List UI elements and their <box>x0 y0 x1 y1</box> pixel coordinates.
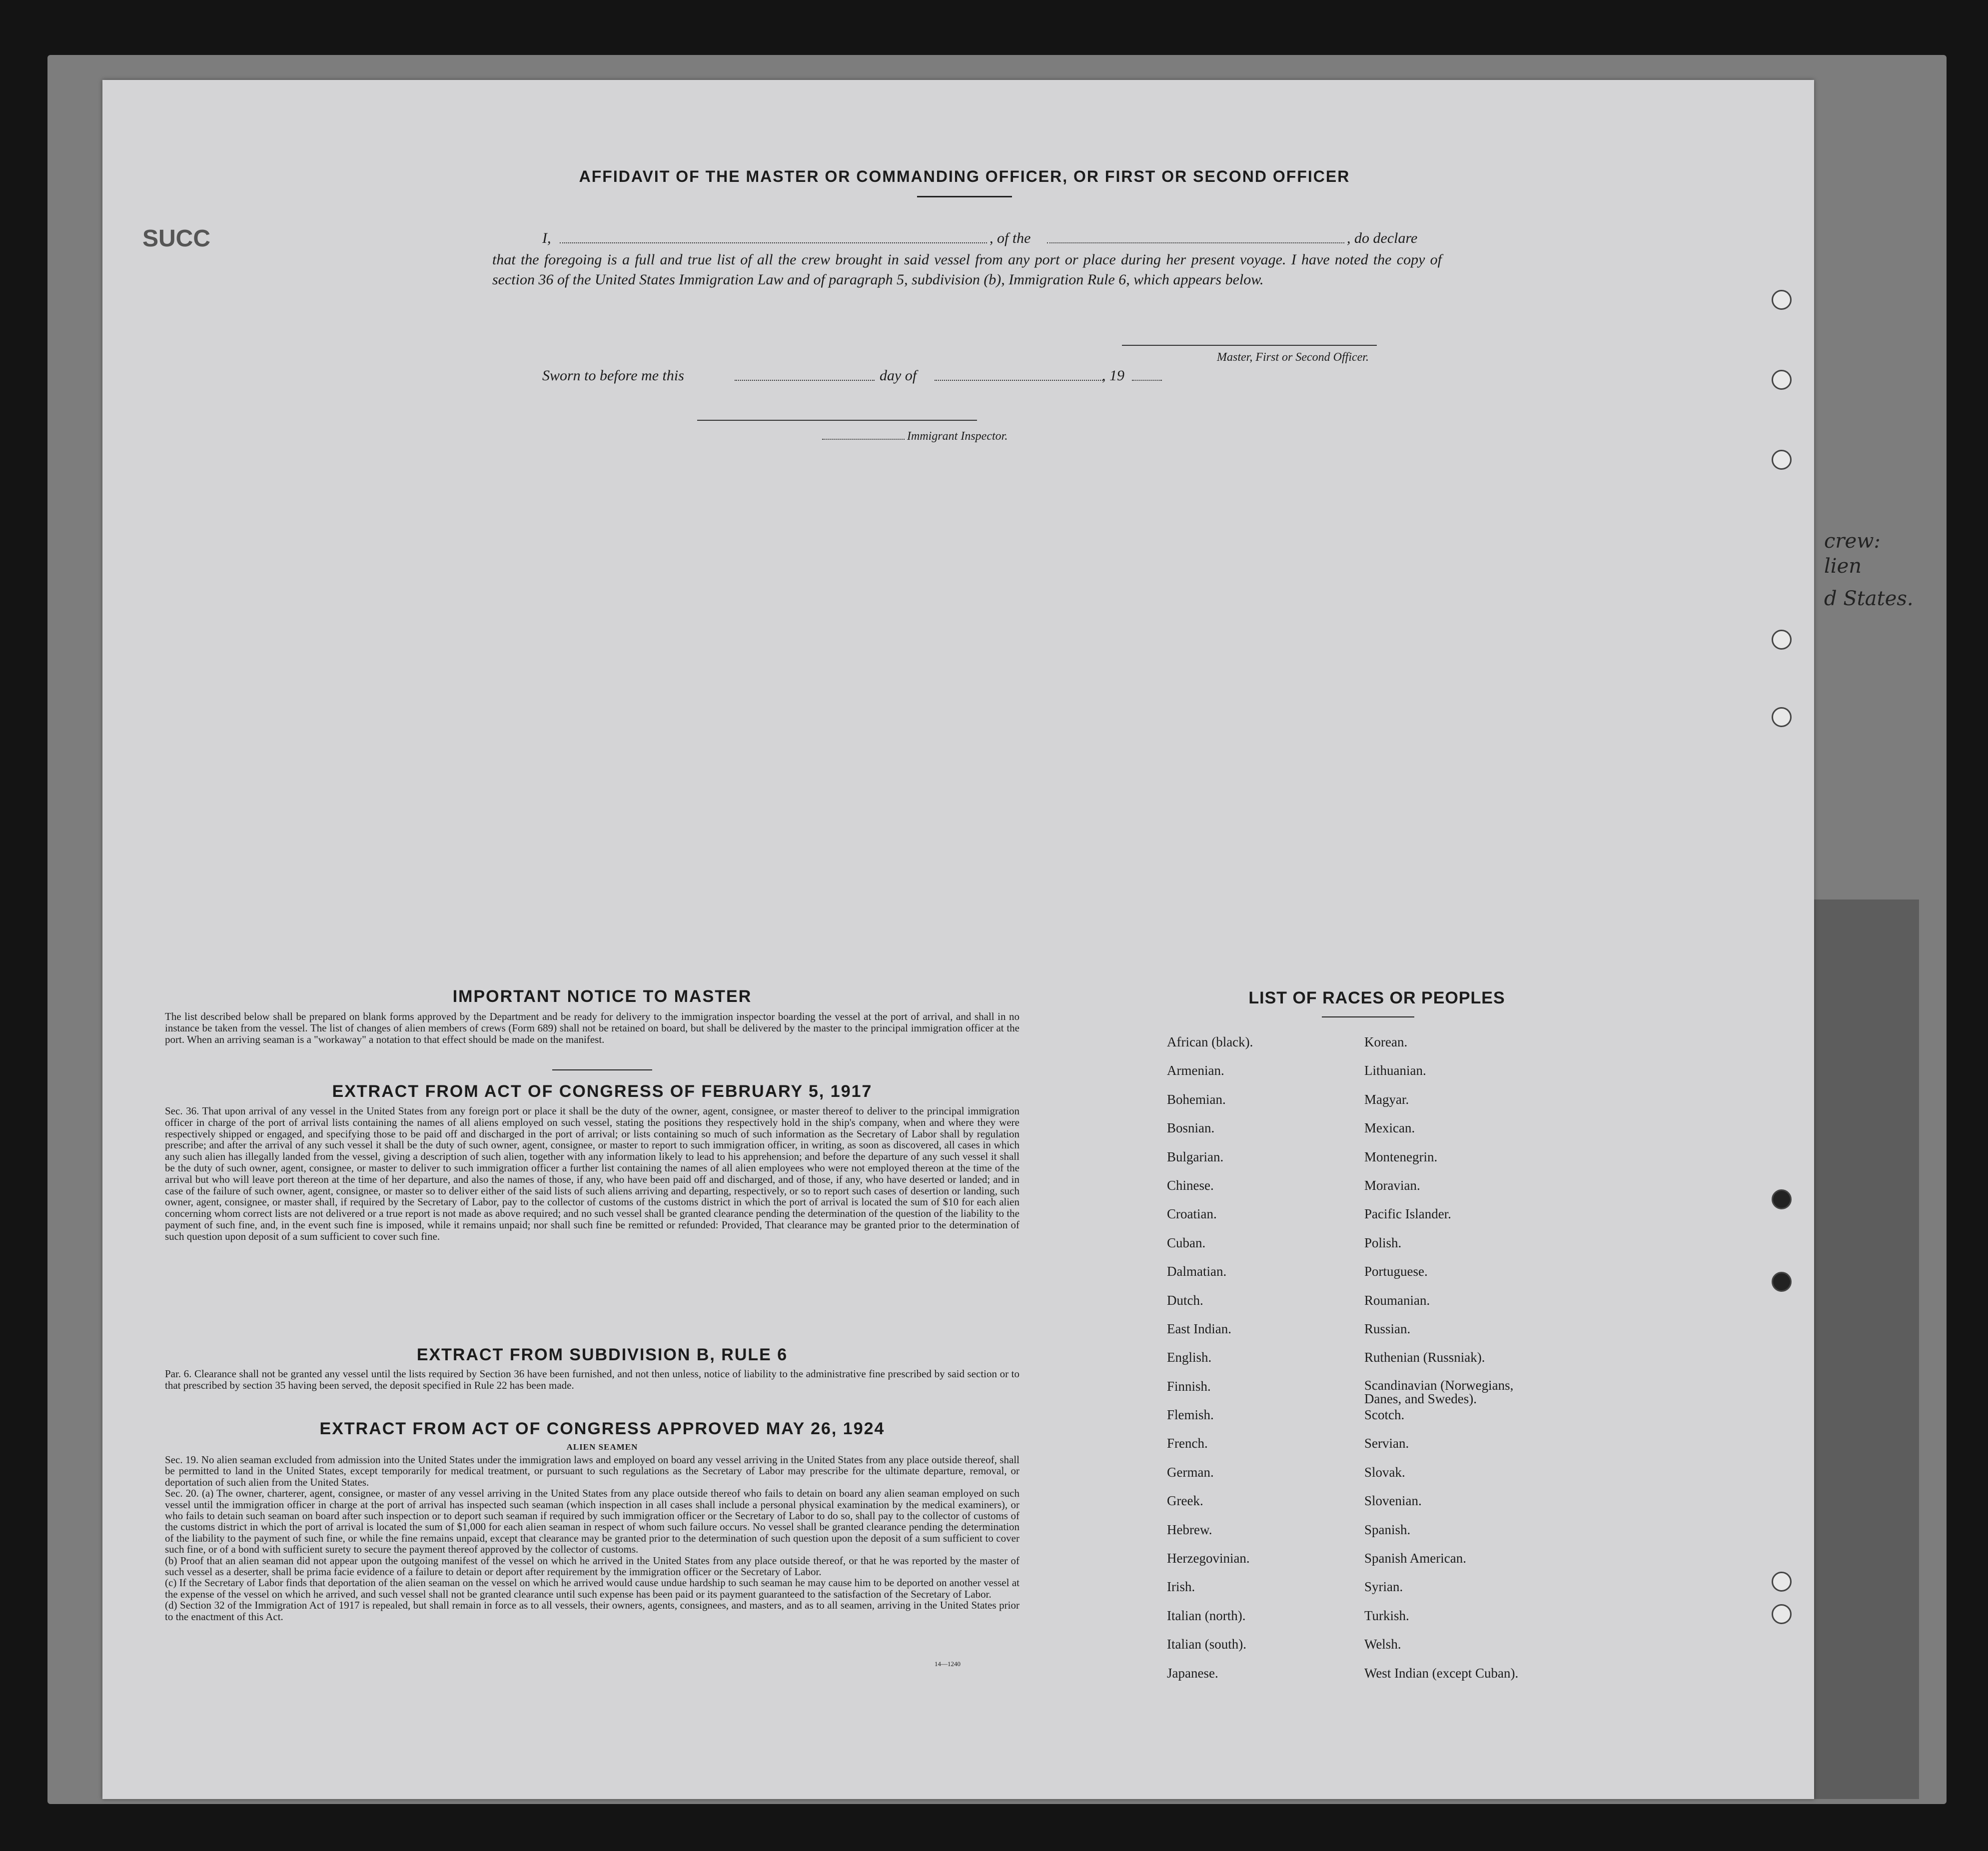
rule6-title: EXTRACT FROM SUBDIVISION B, RULE 6 <box>416 1345 788 1364</box>
sec-20d: (d) Section 32 of the Immigration Act of 1917 is repealed, but shall remain in force as to all vessels, their owners, agents, consignees, and masters, and as to all seamen, arriving in the United States prior to the enactment of this Act. <box>165 1599 1019 1623</box>
races-title: LIST OF RACES OR PEOPLES <box>1248 988 1505 1007</box>
sworn-year: , 19 <box>1102 367 1124 384</box>
race-item: Pacific Islander. <box>1364 1206 1451 1222</box>
race-item: Japanese. <box>1167 1665 1218 1681</box>
sworn-prefix: Sworn to before me this <box>542 367 684 384</box>
document-page <box>102 80 1814 1799</box>
race-item: Bulgarian. <box>1167 1149 1224 1164</box>
race-item: Ruthenian (Russniak). <box>1364 1350 1485 1365</box>
race-item: Slovak. <box>1364 1464 1405 1480</box>
signature-label: Master, First or Second Officer. <box>1217 351 1369 364</box>
inspector-label: Immigrant Inspector. <box>907 430 1008 443</box>
sec-20b: (b) Proof that an alien seaman did not appear upon the outgoing manifest of the vessel on which he arrived in the United States from any place outside thereof, or that he was reported by the master of such vessel as a deserter, shall be prima facie evidence of a failure to detain or deport after requirement by the immigration officer or the Secretary of Labor. <box>165 1554 1019 1578</box>
race-item: Spanish American. <box>1364 1551 1466 1566</box>
form-number: 14—1240 <box>935 1660 961 1668</box>
race-item: English. <box>1167 1350 1212 1365</box>
month-blank <box>935 380 1104 381</box>
punch-hole <box>1772 1604 1792 1624</box>
punch-hole <box>1772 630 1792 650</box>
race-item: Scandinavian (Norwegians, Danes, and Swedes). <box>1364 1377 1514 1406</box>
race-item: Portuguese. <box>1364 1264 1428 1279</box>
notice-title: IMPORTANT NOTICE TO MASTER <box>452 987 752 1006</box>
affidavit-body: that the foregoing is a full and true list of all the crew brought in said vessel from any port or place during her present voyage. I have noted the copy of section 36 of the United States Immigration Law and of paragraph 5, subdivision (b), Immigration Rule 6, which appears below. <box>492 251 1442 288</box>
margin-handwriting-1: crew: <box>1824 530 1881 553</box>
race-item: Armenian. <box>1167 1063 1224 1078</box>
race-item: Servian. <box>1364 1436 1409 1451</box>
rule6-body: Par. 6. Clearance shall not be granted any vessel until the lists required by Section 36 have been furnished, and not then unless, notice of liability to the administrative fine prescribed by said section or to that prescribed by section 35 having been served, the deposit specified in Rule 22 has been made. <box>165 1368 1019 1391</box>
notice-rule <box>552 1069 652 1070</box>
race-item: Italian (north). <box>1167 1608 1246 1623</box>
race-item: Welsh. <box>1364 1637 1401 1652</box>
race-item: West Indian (except Cuban). <box>1364 1665 1519 1681</box>
signature-line <box>1122 345 1377 346</box>
title-rule <box>917 196 1012 197</box>
affidavit-i: I, <box>542 230 551 246</box>
races-right-column <box>1364 1034 1544 1694</box>
race-item: Flemish. <box>1167 1407 1214 1423</box>
margin-handwriting-2: lien <box>1824 555 1862 578</box>
sec-19: Sec. 19. No alien seaman excluded from admission into the United States under the immigration laws and employed on board any vessel arriving in the United States from any place outside thereof, shall be permitted to land in the United States, except temporarily for medical treatment, or pursuant to such regulations as the Secretary of Labor may prescribe for the ultimate departure, removal, or deportation of such alien from the United States. <box>165 1454 1019 1488</box>
races-rule <box>1322 1016 1414 1017</box>
race-item: Irish. <box>1167 1579 1195 1595</box>
race-item: African (black). <box>1167 1034 1253 1049</box>
extract-1917-title: EXTRACT FROM ACT OF CONGRESS OF FEBRUARY 5, 1917 <box>332 1082 873 1101</box>
race-item: Turkish. <box>1364 1608 1409 1623</box>
extract-1917-body: Sec. 36. That upon arrival of any vessel in the United States from any foreign port or place it shall be the duty of the owner, agent, consignee, or master thereof to deliver to the principal immigration officer in charge of the port of arrival lists containing the names of all aliens employed on such vessel, stating the positions they respectively hold in the ship's company, when and where they were respectively shipped or engaged, and specifying those to be paid off and discharged in the port of arrival; or lists containing so much of such information as the Secretary of Labor shall by regulation prescribe; and after the arrival of any such vessel it shall be the duty of such owner, agent, consignee, or master to report to such immigration officer, in writing, as soon as discovered, all cases in which any such alien has illegally landed from the vessel, giving a description of such alien, together with any information likely to lead to his apprehension; and before the departure of any such vessel it shall be the duty of such owner, agent, consignee, or master to deliver to such immigration officer a further list containing the names of all alien employees who were not employed thereon at the time of the arrival but who will leave port thereon at the time of her departure, and also the names of those, if any, who have been paid off and discharged, and of those, if any, who have deserted or landed; and in case of the failure of such owner, agent, consignee, or master so to deliver either of the said lists of such aliens arriving and departing, respectively, or so to report such cases of desertion or landing, such owner, agent, consignee, or master shall, if required by the Secretary of Labor, pay to the collector of customs of the customs district in which the port of arrival is located the sum of $10 for each alien concerning whom correct lists are not delivered or a true report is not made as above required; and no such vessel shall be granted clearance pending the determination of the question of the liability to the payment of such fine, and, in the event such fine is imposed, while it remains unpaid; nor shall such fine be remitted or refunded: Provided, That clearance may be granted prior to the determination of such question upon deposit of a sum sufficient to cover such fine. <box>165 1105 1019 1242</box>
races-left-column <box>1167 1034 1253 1694</box>
race-item: Mexican. <box>1364 1120 1415 1136</box>
punch-hole <box>1772 370 1792 390</box>
inspector-dots <box>822 439 905 440</box>
sworn-day: day of <box>880 367 917 384</box>
race-item: French. <box>1167 1436 1208 1451</box>
race-item: Chinese. <box>1167 1177 1214 1193</box>
name-blank <box>560 242 987 243</box>
race-item: Montenegrin. <box>1364 1149 1438 1164</box>
race-item: Syrian. <box>1364 1579 1403 1595</box>
margin-handwriting-3: d States. <box>1824 587 1914 610</box>
race-item: Moravian. <box>1364 1177 1420 1193</box>
race-item: Greek. <box>1167 1493 1203 1509</box>
race-item: Croatian. <box>1167 1206 1217 1222</box>
punch-hole <box>1772 450 1792 470</box>
race-item: Bohemian. <box>1167 1091 1226 1107</box>
punch-hole <box>1772 707 1792 727</box>
affidavit-declare: , do declare <box>1347 230 1418 246</box>
punch-hole <box>1772 1572 1792 1592</box>
race-item: Spanish. <box>1364 1522 1411 1537</box>
race-item: Lithuanian. <box>1364 1063 1426 1078</box>
day-blank <box>735 380 875 381</box>
race-item: Slovenian. <box>1364 1493 1422 1509</box>
race-item: Cuban. <box>1167 1235 1206 1250</box>
race-item: Italian (south). <box>1167 1637 1246 1652</box>
punch-hole <box>1772 1189 1792 1209</box>
race-item: Magyar. <box>1364 1091 1409 1107</box>
race-item: Herzegovinian. <box>1167 1551 1250 1566</box>
race-item: Russian. <box>1364 1321 1411 1336</box>
race-item: Roumanian. <box>1364 1292 1430 1308</box>
affidavit-title: AFFIDAVIT OF THE MASTER OR COMMANDING OFFICER, OR FIRST OR SECOND OFFICER <box>579 167 1350 185</box>
punch-hole <box>1772 1272 1792 1292</box>
alien-seamen-subtitle: ALIEN SEAMEN <box>566 1442 638 1452</box>
extract-1924-title: EXTRACT FROM ACT OF CONGRESS APPROVED MAY 26, 1924 <box>319 1419 885 1438</box>
sec-20c: (c) If the Secretary of Labor finds that deportation of the alien seaman on the vessel on which he arrived would cause undue hardship to such seaman he may cause him to be deported on another vessel at the expense of the vessel on which he arrived, and such vessel shall not be granted clearance until such expense has been paid or its payment guaranteed to the satisfaction of the Secretary of Labor. <box>165 1577 1019 1600</box>
race-item: Bosnian. <box>1167 1120 1215 1136</box>
extract-1924-body <box>165 1454 1019 1622</box>
year-blank <box>1132 380 1162 381</box>
inspector-line <box>697 420 977 421</box>
race-item: German. <box>1167 1464 1214 1480</box>
punch-hole <box>1772 290 1792 310</box>
race-item: Dalmatian. <box>1167 1264 1227 1279</box>
margin-stamp: SUCC <box>142 225 211 252</box>
affidavit-of-the: , of the <box>990 230 1031 246</box>
vessel-blank <box>1047 242 1344 243</box>
race-item: East Indian. <box>1167 1321 1231 1336</box>
sec-20a: Sec. 20. (a) The owner, charterer, agent, consignee, or master of any vessel arriving in the United States from any place outside thereof who fails to detain on board any alien seaman employed on such vessel until the immigration officer in charge at the port of arrival has inspected such seaman (which inspection in all cases shall include a personal physical examination by the medical examiners), or who fails to detain such seaman on board after such inspection or to deport such seaman if required by such immigration officer or the Secretary of Labor to do so, shall pay to the collector of customs of the customs district in which the port of arrival is located the sum of $1,000 for each alien seaman in respect of whom such failure occurs. No vessel shall be granted clearance pending the determination of the liability to the payment of such fine, or while the fine remains unpaid, except that clearance may be granted prior to the determination of such question upon the deposit of a sum sufficient to cover such fine, or of a bond with sufficient surety to secure the payment thereof approved by the collector of customs. <box>165 1487 1019 1556</box>
race-item: Polish. <box>1364 1235 1402 1250</box>
race-item: Korean. <box>1364 1034 1408 1049</box>
race-item: Hebrew. <box>1167 1522 1212 1537</box>
race-item: Dutch. <box>1167 1292 1203 1308</box>
notice-body: The list described below shall be prepared on blank forms approved by the Department and be ready for delivery to the immigration inspector boarding the vessel at the port of arrival, and shall in no instance be taken from the vessel. The list of changes of alien members of crews (Form 689) shall not be retained on board, but shall be delivered by the master to the principal immigration officer at the port. When an arriving seaman is a "workaway" a notation to that effect should be made on the manifest. <box>165 1010 1019 1045</box>
race-item: Scotch. <box>1364 1407 1405 1423</box>
race-item: Finnish. <box>1167 1378 1211 1394</box>
